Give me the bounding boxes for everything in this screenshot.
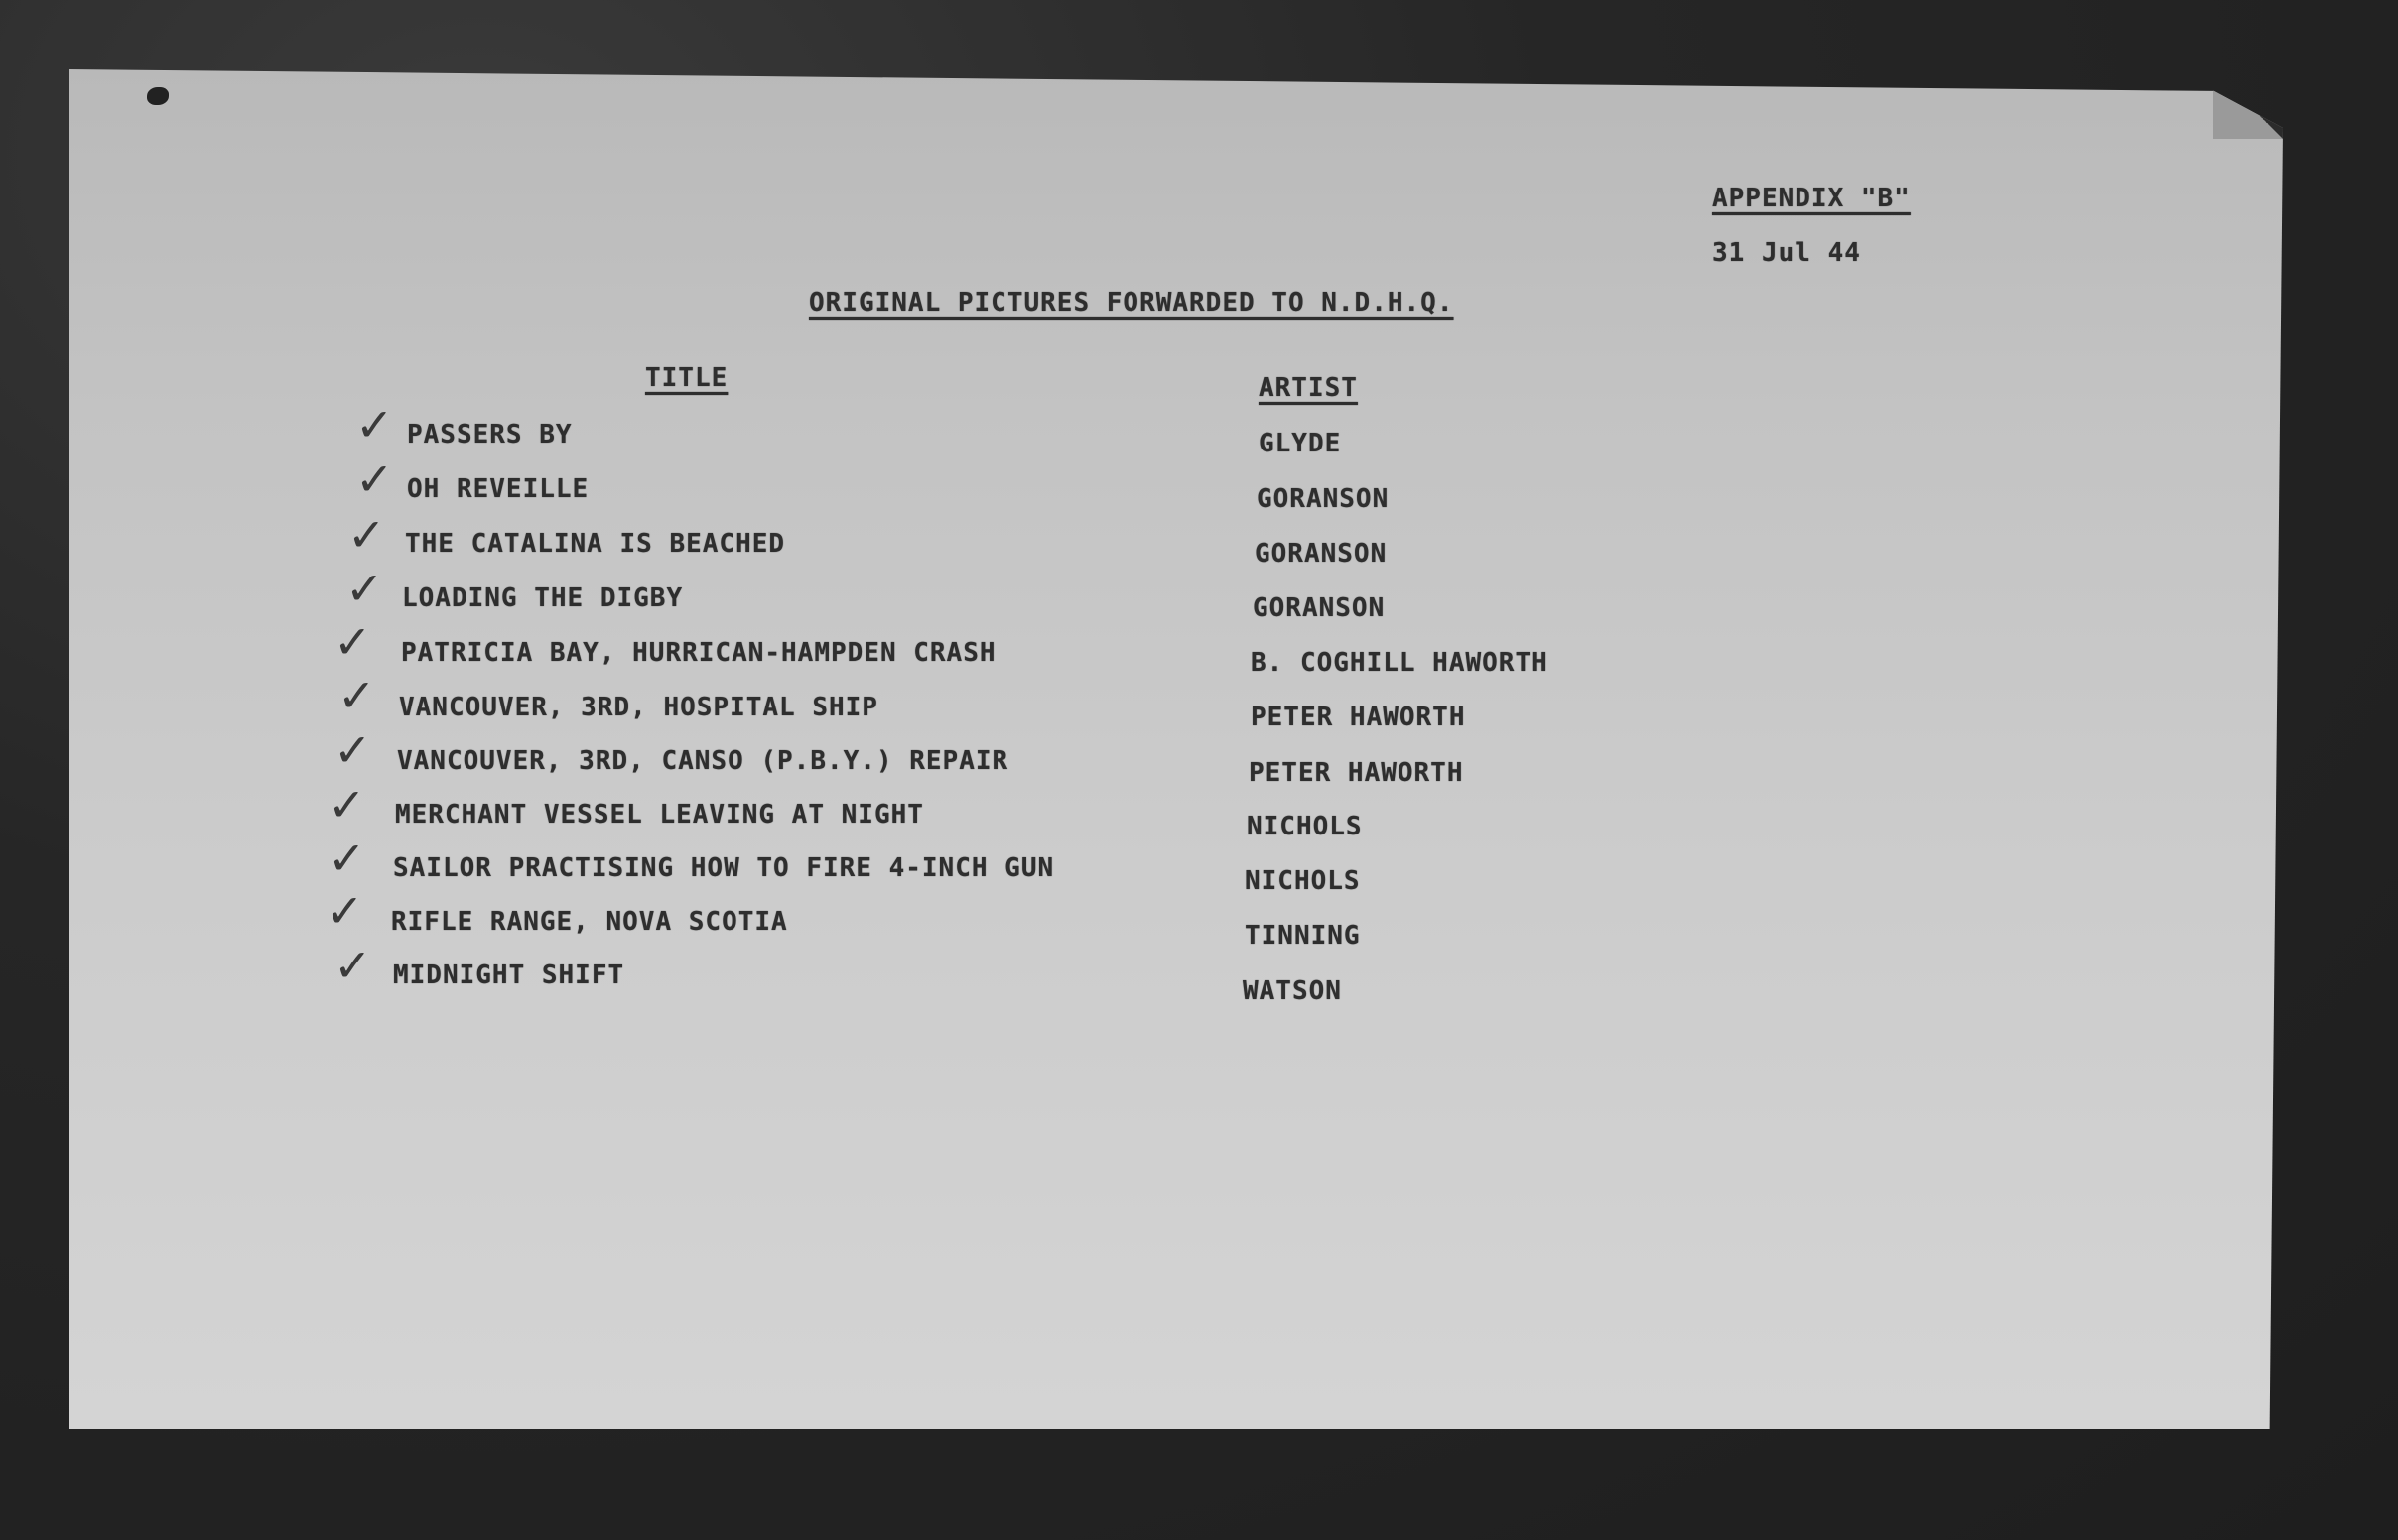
check-mark: ✓	[326, 884, 364, 938]
check-mark: ✓	[347, 508, 386, 562]
list-item-artist: GLYDE	[1259, 429, 1342, 458]
check-mark: ✓	[345, 562, 384, 615]
list-item-title: VANCOUVER, 3RD, CANSO (P.B.Y.) REPAIR	[397, 746, 1009, 776]
list-item-artist: WATSON	[1243, 976, 1342, 1006]
list-item-title: OH REVEILLE	[407, 474, 590, 504]
list-item-title: SAILOR PRACTISING HOW TO FIRE 4-INCH GUN	[393, 853, 1055, 883]
list-item-title: MERCHANT VESSEL LEAVING AT NIGHT	[395, 800, 924, 830]
document-date: 31 Jul 44	[1712, 238, 1861, 268]
ink-smudge	[147, 87, 169, 105]
list-item-artist: GORANSON	[1255, 539, 1388, 569]
list-item-title: LOADING THE DIGBY	[402, 583, 684, 613]
appendix-label: APPENDIX "B"	[1712, 184, 1911, 213]
column-header-artist: ARTIST	[1259, 373, 1358, 403]
list-item-artist: PETER HAWORTH	[1251, 703, 1466, 732]
list-item-artist: GORANSON	[1257, 484, 1390, 514]
list-item-title: THE CATALINA IS BEACHED	[405, 529, 786, 559]
check-mark: ✓	[333, 723, 372, 777]
list-item-artist: TINNING	[1245, 921, 1361, 951]
list-item-artist: NICHOLS	[1247, 812, 1363, 841]
column-header-title: TITLE	[645, 363, 729, 393]
check-mark: ✓	[328, 832, 366, 885]
list-item-title: PASSERS BY	[407, 420, 573, 449]
document-title: ORIGINAL PICTURES FORWARDED TO N.D.H.Q.	[809, 288, 1454, 318]
list-item-artist: B. COGHILL HAWORTH	[1251, 648, 1548, 678]
list-item-title: PATRICIA BAY, HURRICAN-HAMPDEN CRASH	[401, 638, 997, 668]
list-item-artist: NICHOLS	[1245, 866, 1361, 896]
check-mark: ✓	[333, 615, 372, 669]
list-item-title: VANCOUVER, 3RD, HOSPITAL SHIP	[399, 693, 878, 722]
check-mark: ✓	[337, 669, 376, 722]
check-mark: ✓	[355, 398, 394, 451]
check-mark: ✓	[333, 939, 372, 992]
list-item-title: MIDNIGHT SHIFT	[393, 961, 625, 990]
check-mark: ✓	[328, 778, 366, 832]
check-mark: ✓	[355, 452, 394, 506]
list-item-title: RIFLE RANGE, NOVA SCOTIA	[391, 907, 788, 937]
list-item-artist: GORANSON	[1253, 593, 1386, 623]
list-item-artist: PETER HAWORTH	[1249, 758, 1464, 788]
